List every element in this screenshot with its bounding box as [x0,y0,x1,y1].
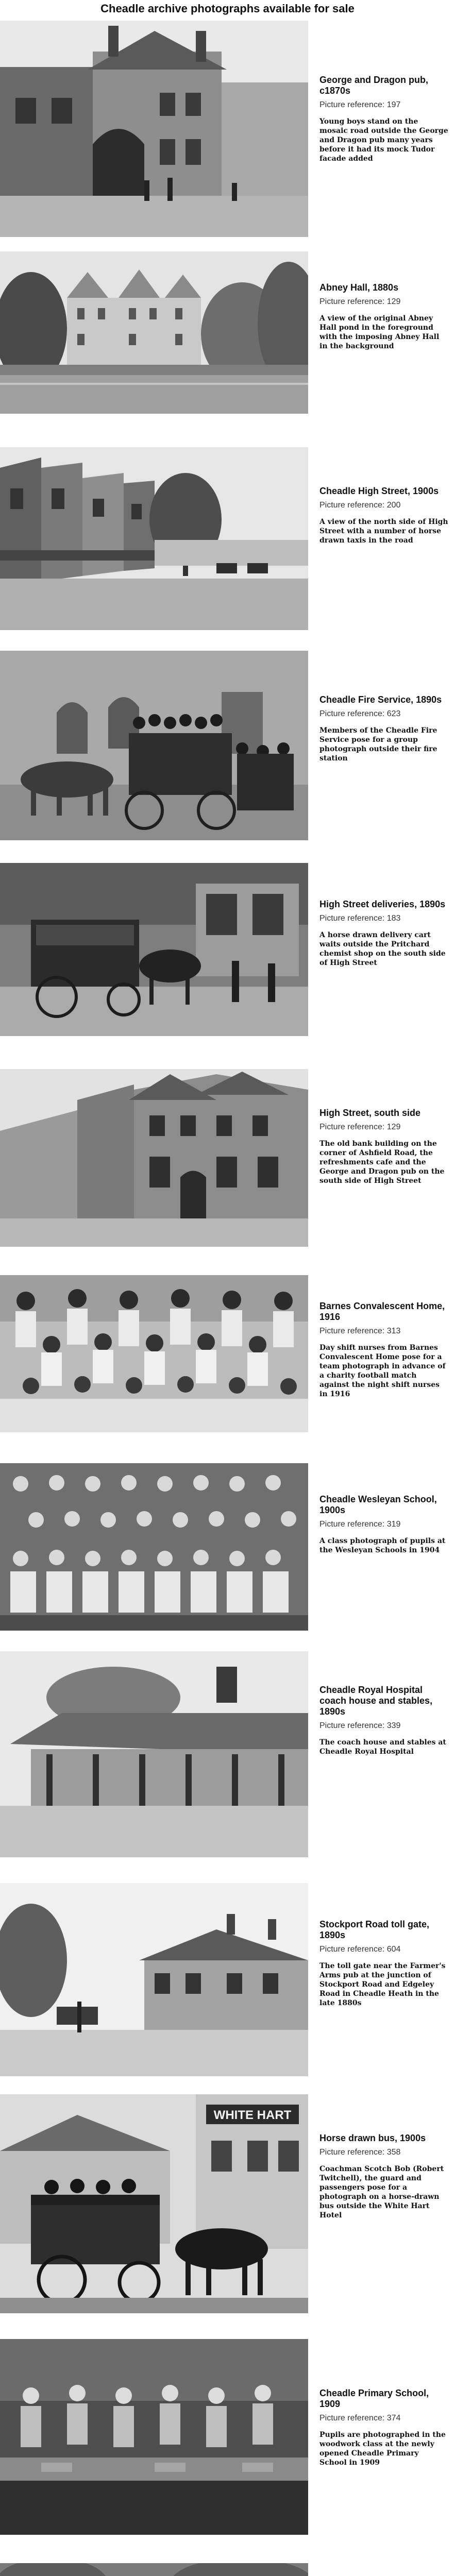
photo-title: George and Dragon pub, c1870s [319,75,429,96]
photo-title: Barnes Convalescent Home, 1916 [319,1301,445,1322]
photo-description: Young boys stand on the mosaic road outside the George and Dragon pub many years before it had its mock Tudor facade added [319,117,448,163]
photo-description: The coach house and stables at Cheadle Royal Hospital [319,1738,446,1756]
photo-description: Pupils are photographed in the woodwork class at the newly opened Cheadle Primary School in 1909 [319,2431,446,2467]
photo-title: Horse drawn bus, 1900s [319,2133,426,2143]
photo-title: High Street deliveries, 1890s [319,899,446,909]
high-street-image [0,447,308,630]
photo-description: Coachman Scotch Bob (Robert Twitchell), the guard and passengers pose for a photograph on a horse-drawn bus outside the White Hart Hotel [319,2165,444,2219]
archive-photo[interactable] [0,863,308,1036]
photo-title: Cheadle High Street, 1900s [319,486,439,496]
photo-title: Cheadle Fire Service, 1890s [319,694,442,705]
archive-photo[interactable] [0,251,308,414]
photo-title: High Street, south side [319,1108,421,1118]
coronation-crowd-image [0,2563,308,2576]
archive-photo[interactable] [0,1069,308,1247]
photo-title: Cheadle Primary School, 1909 [319,2388,429,2409]
fire-service-image [0,651,308,840]
archive-photo[interactable] [0,1275,308,1432]
picture-reference: Picture reference: 313 [319,1327,401,1335]
picture-reference: Picture reference: 339 [319,1721,401,1730]
archive-photo[interactable] [0,447,308,630]
pub-photo-image [0,21,308,237]
archive-photo[interactable] [0,21,308,237]
white-hart-sign: WHITE HART [213,2108,292,2122]
horse-bus-image [0,2094,308,2313]
photo-description: Members of the Cheadle Fire Service pose for a group photograph outside their fire station [319,726,437,762]
picture-reference: Picture reference: 604 [319,1945,401,1954]
archive-photo[interactable] [0,2094,308,2313]
class-photo-image [0,1463,308,1631]
archive-photo[interactable] [0,2563,308,2576]
woodwork-class-image [0,2339,308,2535]
photo-description: Day shift nurses from Barnes Convalescent Home pose for a team photograph in advance of a charity football match against the night shift nurses in 1916 [319,1344,446,1398]
page-title: Cheadle archive photographs available for sale [100,2,355,15]
delivery-cart-image [0,863,308,1036]
photo-description: A class photograph of pupils at the Wesleyan Schools in 1904 [319,1537,446,1554]
coach-house-image [0,1651,308,1857]
south-side-image [0,1069,308,1247]
toll-gate-image [0,1883,308,2076]
archive-photo[interactable] [0,1651,308,1857]
photo-description: A view of the north side of High Street with a number of horse drawn taxis in the road [319,518,448,545]
archive-photo[interactable] [0,1463,308,1631]
archive-photo[interactable] [0,2339,308,2535]
picture-reference: Picture reference: 623 [319,709,401,718]
photo-title: Stockport Road toll gate, 1890s [319,1919,430,1940]
picture-reference: Picture reference: 183 [319,914,401,923]
picture-reference: Picture reference: 374 [319,2414,401,2422]
abney-hall-image [0,251,308,414]
photo-description: The toll gate near the Farmer's Arms pub at the junction of Stockport Road and Edgeley Road in Cheadle Heath in the late 1880s [319,1962,446,2007]
photo-description: The old bank building on the corner of Ashfield Road, the refreshments cafe and the George and Dragon pub on the south side of High Street [319,1140,445,1185]
archive-photo[interactable] [0,1883,308,2076]
nurses-team-image [0,1275,308,1432]
picture-reference: Picture reference: 200 [319,501,401,510]
picture-reference: Picture reference: 129 [319,1123,401,1131]
photo-description: A horse drawn delivery cart waits outside the Pritchard chemist shop on the south side of High Street [319,931,446,967]
picture-reference: Picture reference: 197 [319,100,401,109]
archive-photo[interactable] [0,651,308,840]
photo-title: Cheadle Royal Hospital coach house and stables, 1890s [319,1685,433,1717]
photo-title: Abney Hall, 1880s [319,282,399,293]
photo-title: Cheadle Wesleyan School, 1900s [319,1494,437,1515]
picture-reference: Picture reference: 319 [319,1520,401,1529]
picture-reference: Picture reference: 358 [319,2148,401,2157]
photo-description: A view of the original Abney Hall pond in the foreground with the imposing Abney Hall in the background [319,314,440,350]
picture-reference: Picture reference: 129 [319,297,401,306]
